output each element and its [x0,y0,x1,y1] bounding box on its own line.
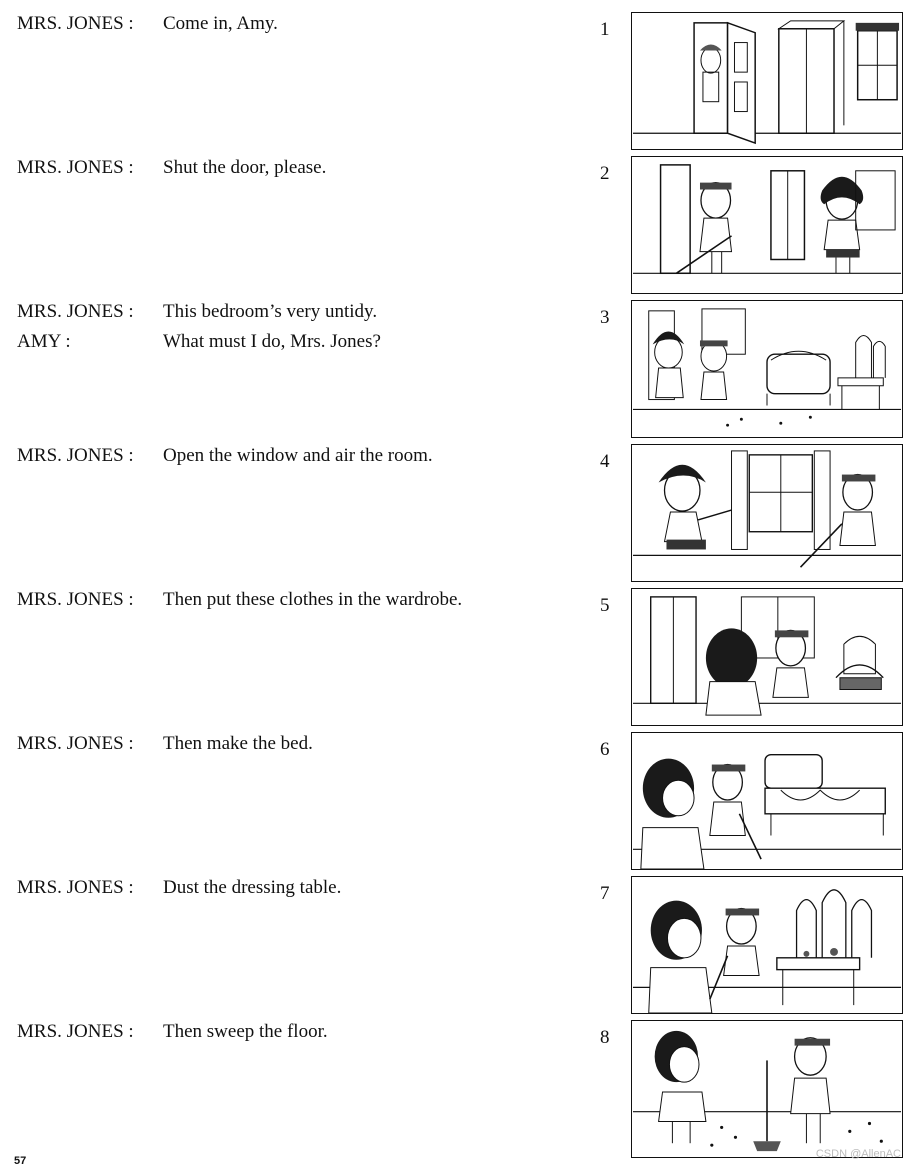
speaker-label: MRS. JONES : [17,13,134,34]
panel-number: 2 [600,163,610,184]
dialogue-row-2 [0,156,915,296]
speaker-label: MRS. JONES : [17,1021,134,1042]
cartoon-clothes-wardrobe-illustration [632,589,902,725]
speaker-label: MRS. JONES : [17,445,134,466]
dialogue-row-6 [0,732,915,872]
speaker-label: AMY : [17,331,71,352]
dialogue-text: What must I do, Mrs. Jones? [163,331,381,352]
dialogue-text: Dust the dressing table. [163,877,342,898]
dialogue-row-5 [0,588,915,728]
dialogue-text: Open the window and air the room. [163,445,433,466]
panel-number: 1 [600,19,610,40]
dialogue-line [17,300,377,324]
cartoon-make-bed-illustration [632,733,902,869]
dialogue-text: Then make the bed. [163,733,313,754]
panel-number: 8 [600,1027,610,1048]
illustration-panel-4 [631,444,903,582]
cartoon-untidy-bedroom-illustration [632,301,902,437]
dialogue-row-3 [0,300,915,440]
cartoon-door-wardrobe-illustration [632,13,902,149]
dialogue-line [17,444,433,468]
dialogue-line [17,1020,328,1044]
illustration-panel-2 [631,156,903,294]
dialogue-text: Then sweep the floor. [163,1021,328,1042]
speaker-label: MRS. JONES : [17,877,134,898]
illustration-panel-6 [631,732,903,870]
panel-number: 3 [600,307,610,328]
dialogue-text: Shut the door, please. [163,157,327,178]
speaker-label: MRS. JONES : [17,301,134,322]
cartoon-sweep-floor-illustration [632,1021,902,1157]
panel-number: 6 [600,739,610,760]
page-number: 57 [14,1155,27,1167]
dialogue-row-4 [0,444,915,584]
panel-number: 4 [600,451,610,472]
dialogue-line [17,588,462,612]
cartoon-dressing-table-illustration [632,877,902,1013]
dialogue-row-8 [0,1020,915,1160]
speaker-label: MRS. JONES : [17,157,134,178]
panel-number: 7 [600,883,610,904]
dialogue-text: Then put these clothes in the wardrobe. [163,589,463,610]
dialogue-row-7 [0,876,915,1016]
dialogue-line [17,330,381,354]
speaker-label: MRS. JONES : [17,589,134,610]
dialogue-line [17,156,326,180]
dialogue-text: Come in, Amy. [163,13,278,34]
panel-number: 5 [600,595,610,616]
watermark: CSDN @AllenAC [815,1148,901,1160]
dialogue-line [17,12,278,36]
illustration-panel-3 [631,300,903,438]
speaker-label: MRS. JONES : [17,733,134,754]
dialogue-row-1 [0,12,915,152]
illustration-panel-7 [631,876,903,1014]
illustration-panel-8 [631,1020,903,1158]
dialogue-line [17,732,313,756]
dialogue-text: This bedroom’s very untidy. [163,301,378,322]
illustration-panel-5 [631,588,903,726]
dialogue-line [17,876,341,900]
illustration-panel-1 [631,12,903,150]
cartoon-shut-door-illustration [632,157,902,293]
cartoon-open-window-illustration [632,445,902,581]
